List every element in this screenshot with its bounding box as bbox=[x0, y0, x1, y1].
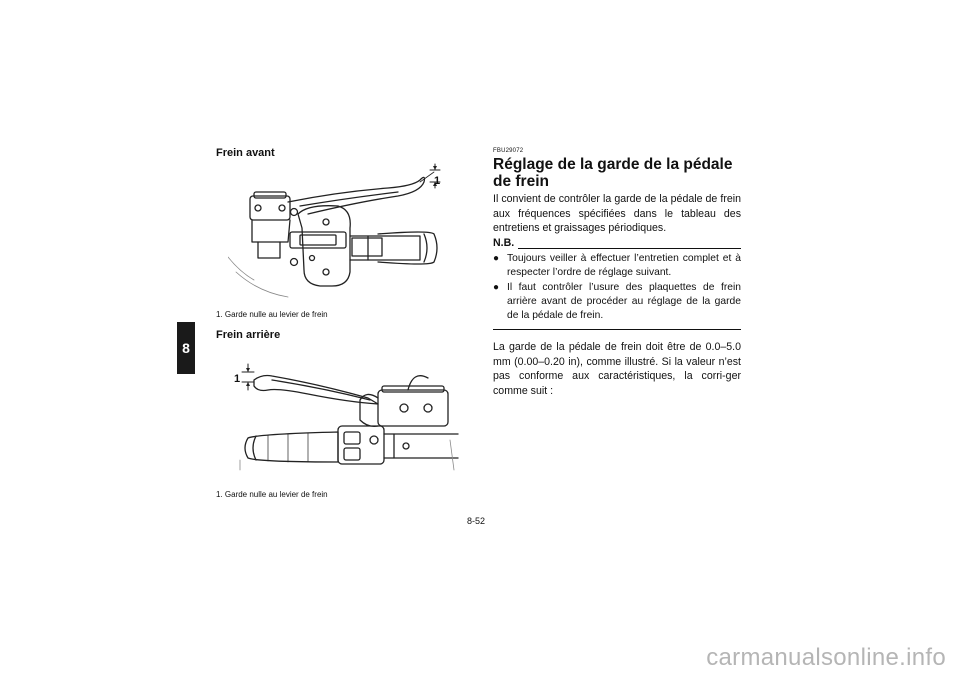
note-rule bbox=[518, 238, 741, 249]
front-brake-caption: 1. Garde nulle au levier de frein bbox=[216, 310, 328, 319]
front-brake-heading: Frein avant bbox=[216, 147, 275, 159]
list-item bbox=[493, 281, 741, 324]
bullet-icon: ● bbox=[493, 281, 500, 293]
intro-paragraph: Il convient de contrôler la garde de la pédale de frein aux fréquences spécifiées dans le tableau des entretiens et graissages périodiques. bbox=[493, 193, 741, 234]
front-brake-lever-illustration bbox=[228, 162, 460, 302]
bullet-icon: ● bbox=[493, 253, 500, 264]
note-box bbox=[493, 237, 741, 330]
note-list bbox=[493, 252, 741, 323]
section-title: Réglage de la garde de la pédale de frein bbox=[493, 156, 733, 190]
section-code: FBU29072 bbox=[493, 148, 524, 154]
list-item bbox=[493, 252, 741, 281]
rear-callout-number: 1 bbox=[234, 373, 241, 385]
note-header bbox=[493, 237, 741, 249]
note-label: N.B. bbox=[493, 237, 515, 249]
rear-brake-caption: 1. Garde nulle au levier de frein bbox=[216, 490, 328, 499]
page-number: 8-52 bbox=[467, 516, 486, 526]
note-item-text: Il faut contrôler l’usure des plaquettes de frein arrière avant de procéder au réglage de la garde de la pédale de frein. bbox=[507, 281, 741, 322]
watermark-text: carmanualsonline.info bbox=[706, 644, 946, 671]
body-paragraph: La garde de la pédale de frein doit être de 0.0–5.0 mm (0.00–0.20 in), comme illustré. Si la valeur n’est pas conforme aux caractéristiques, la corri-ger comme suit : bbox=[493, 341, 741, 397]
chapter-tab: 8 bbox=[177, 322, 195, 374]
note-end-rule bbox=[493, 329, 741, 330]
rear-brake-lever-illustration bbox=[228, 350, 460, 485]
note-item-text: Toujours veiller à effectuer l’entretien complet et à respecter l’ordre de réglage suivant. bbox=[507, 253, 741, 279]
front-callout-number: 1 bbox=[434, 175, 441, 187]
rear-brake-heading: Frein arrière bbox=[216, 329, 281, 341]
